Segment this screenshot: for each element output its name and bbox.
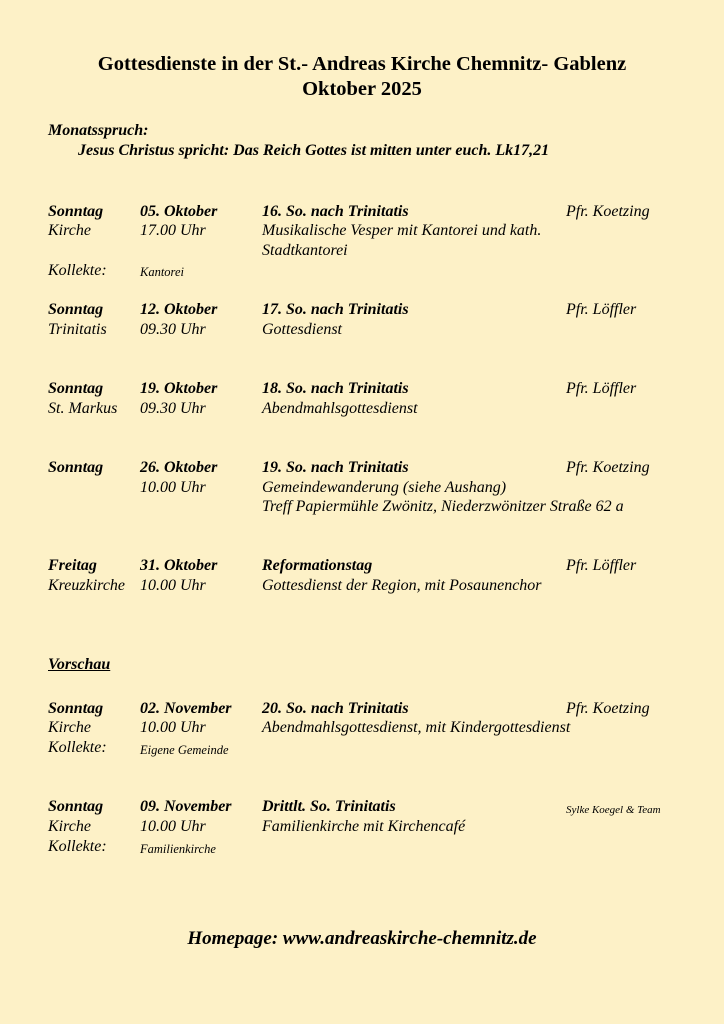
service-date: 05. Oktober [140,203,218,220]
preview-date: 02. November [140,700,232,717]
preview-time: 10.00 Uhr [140,719,206,736]
page-subtitle-month: Oktober 2025 [302,78,422,100]
service-location: St. Markus [48,400,118,417]
service-description: Gottesdienst der Region, mit Posaunenchor [262,577,542,594]
collection-label: Kollekte: [48,262,107,279]
service-location: Kirche [48,222,91,239]
service-date: 31. Oktober [140,557,218,574]
monthly-verse-text: Jesus Christus spricht: Das Reich Gottes ist mitten unter euch. Lk17,21 [78,142,550,159]
service-day: Sonntag [48,203,104,220]
service-date: 12. Oktober [140,301,218,318]
service-pastor: Pfr. Koetzing [566,459,650,476]
service-pastor: Pfr. Löffler [566,380,637,397]
service-description-cont: Treff Papiermühle Zwönitz, Niederzwönitzer Straße 62 a [262,498,624,515]
service-location: Kreuzkirche [48,577,126,594]
service-time: 09.30 Uhr [140,400,206,417]
service-description: Gottesdienst [262,321,342,338]
service-description: Gemeindewanderung (siehe Aushang) [262,479,507,496]
collection-label: Kollekte: [48,838,107,855]
service-day: Sonntag [48,301,104,318]
preview-day: Sonntag [48,700,104,717]
preview-location: Kirche [48,818,91,835]
service-pastor: Pfr. Löffler [566,557,637,574]
service-time: 17.00 Uhr [140,222,206,239]
preview-pastor: Sylke Koegel & Team [566,804,661,816]
service-date: 19. Oktober [140,380,218,397]
preview-description: Abendmahlsgottesdienst, mit Kindergottesdienst [262,719,571,736]
service-pastor: Pfr. Koetzing [566,203,650,220]
preview-description: Familienkirche mit Kirchencafé [262,818,466,835]
preview-pastor: Pfr. Koetzing [566,700,650,717]
service-description: Musikalische Vesper mit Kantorei und kath. [262,222,542,239]
service-occasion: 18. So. nach Trinitatis [262,380,409,397]
service-occasion: 19. So. nach Trinitatis [262,459,409,476]
page-title: Gottesdienste in der St.- Andreas Kirche Chemnitz- Gablenz [97,53,627,75]
service-day: Freitag [48,557,97,574]
homepage-link[interactable]: Homepage: www.andreaskirche-chemnitz.de [187,928,537,949]
service-location: Trinitatis [48,321,107,338]
collection-value: Familienkirche [140,842,216,856]
service-day: Sonntag [48,380,104,397]
service-date: 26. Oktober [140,459,218,476]
preview-date: 09. November [140,798,232,815]
service-description-cont: Stadtkantorei [262,242,348,259]
service-day: Sonntag [48,459,104,476]
preview-location: Kirche [48,719,91,736]
collection-value: Eigene Gemeinde [140,743,229,757]
service-pastor: Pfr. Löffler [566,301,637,318]
preview-occasion: 20. So. nach Trinitatis [262,700,409,717]
service-time: 09.30 Uhr [140,321,206,338]
monthly-verse-label: Monatsspruch: [48,122,149,139]
service-occasion: 16. So. nach Trinitatis [262,203,409,220]
service-occasion: Reformationstag [262,557,373,574]
preview-occasion: Drittlt. So. Trinitatis [262,798,396,815]
service-time: 10.00 Uhr [140,479,206,496]
collection-value: Kantorei [140,265,184,279]
preview-day: Sonntag [48,798,104,815]
service-occasion: 17. So. nach Trinitatis [262,301,409,318]
service-time: 10.00 Uhr [140,577,206,594]
preview-heading: Vorschau [48,656,111,673]
service-description: Abendmahlsgottesdienst [262,400,418,417]
collection-label: Kollekte: [48,739,107,756]
preview-time: 10.00 Uhr [140,818,206,835]
